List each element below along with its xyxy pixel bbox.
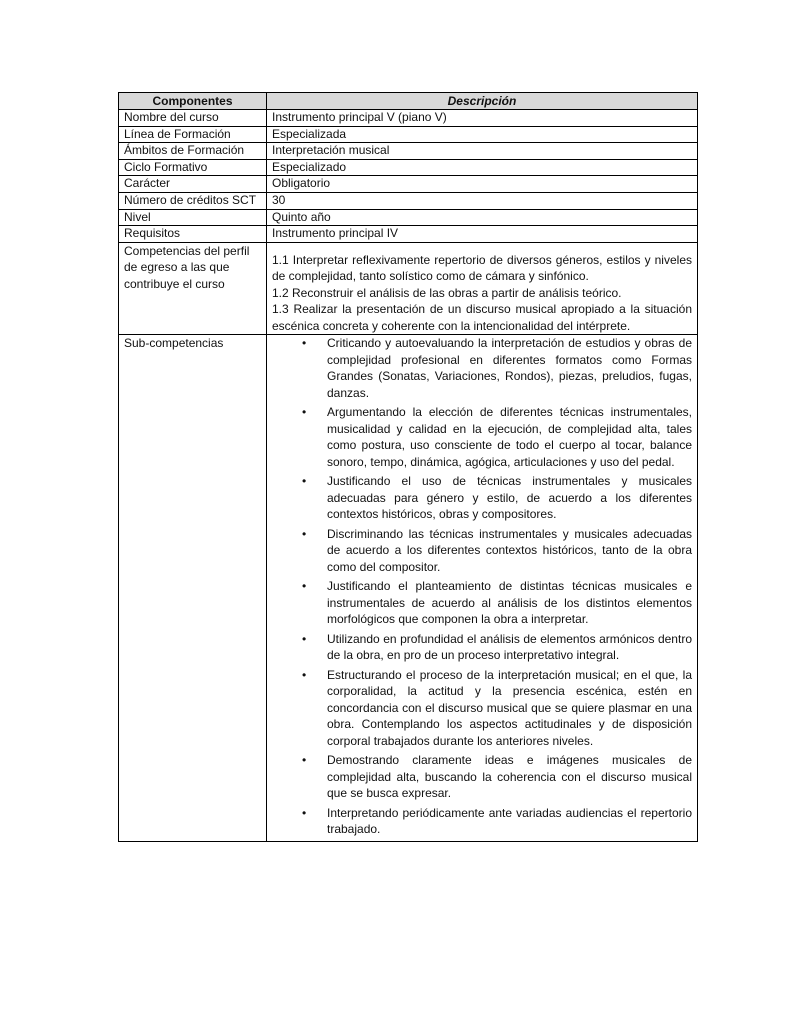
row-label: Línea de Formación: [119, 126, 267, 143]
bullet-icon: •: [302, 336, 307, 351]
course-component-table: [118, 92, 698, 842]
table-header-row: [119, 93, 698, 110]
list-item: • Demostrando claramente ideas e imágenes musicales de complejidad alta, buscando la coherencia con el discurso musical que se busca expresar.: [302, 753, 692, 801]
bullet-icon: •: [302, 753, 307, 768]
row-label: Nivel: [119, 209, 267, 226]
bullet-icon: •: [302, 579, 307, 594]
table-row: [119, 226, 698, 243]
table-row: [119, 209, 698, 226]
bullet-icon: •: [302, 631, 307, 646]
competencia-item: 1.3 Realizar la presentación de un discurso musical apropiado a la situación escénica concreta y coherente con la intencionalidad del intérprete.: [272, 302, 692, 333]
list-item: • Criticando y autoevaluando la interpretación de estudios y obras de complejidad profesional en diferentes formatos como Formas Grandes (Sonatas, Variaciones, Rondos), piezas, preludios, fugas, danzas.: [302, 336, 692, 400]
table-row: [119, 126, 698, 143]
row-label: Carácter: [119, 176, 267, 193]
subcompetencias-label: Sub-competencias: [119, 335, 267, 842]
bullet-icon: •: [302, 805, 307, 820]
competencias-list: [267, 242, 698, 335]
row-label: Requisitos: [119, 226, 267, 243]
subcompetencias-cell: [267, 335, 698, 842]
row-value: 30: [267, 192, 698, 209]
row-value: Quinto año: [267, 209, 698, 226]
competencias-label: Competencias del perfil de egreso a las que contribuye el curso: [119, 242, 267, 335]
row-value: Instrumento principal IV: [267, 226, 698, 243]
row-value: Especializada: [267, 126, 698, 143]
table-row: [119, 110, 698, 127]
header-componentes: Componentes: [119, 93, 267, 110]
row-value: Obligatorio: [267, 176, 698, 193]
header-descripcion: Descripción: [267, 93, 698, 110]
subcompetencias-list: [272, 335, 692, 841]
bullet-icon: •: [302, 667, 307, 682]
table-row: [119, 192, 698, 209]
row-label: Nombre del curso: [119, 110, 267, 127]
table-row: [119, 159, 698, 176]
list-item: • Argumentando la elección de diferentes técnicas instrumentales, musicalidad y calidad en la ejecución, de complejidad alta, tales como postura, uso consciente de todo el cuerpo al tocar, balance sonoro, tempo, dinámica, agógica, articulaciones y uso del pedal.: [302, 405, 692, 469]
row-label: Ciclo Formativo: [119, 159, 267, 176]
competencia-item: 1.2 Reconstruir el análisis de las obras a partir de análisis teórico.: [272, 285, 622, 300]
row-value: Interpretación musical: [267, 143, 698, 160]
bullet-icon: •: [302, 526, 307, 541]
list-item: • Justificando el planteamiento de distintas técnicas musicales e instrumentales de acuerdo al análisis de los distintos elementos morfológicos que componen la obra a interpretar.: [302, 579, 692, 627]
bullet-icon: •: [302, 405, 307, 420]
list-item: • Discriminando las técnicas instrumentales y musicales adecuadas de acuerdo a los diferentes contextos históricos, tanto de la obra como del compositor.: [302, 526, 692, 574]
list-item: • Utilizando en profundidad el análisis de elementos armónicos dentro de la obra, en pro de un proceso interpretativo integral.: [302, 631, 692, 663]
row-label: Ámbitos de Formación: [119, 143, 267, 160]
bullet-icon: •: [302, 474, 307, 489]
table-row: [119, 143, 698, 160]
competencias-row: [119, 242, 698, 335]
row-label: Número de créditos SCT: [119, 192, 267, 209]
row-value: Especializado: [267, 159, 698, 176]
competencia-item: 1.1 Interpretar reflexivamente repertorio de diversos géneros, estilos y niveles de complejidad, tanto solístico como de cámara y sinfónico.: [272, 252, 692, 284]
table-row: [119, 176, 698, 193]
row-value: Instrumento principal V (piano V): [267, 110, 698, 127]
subcompetencias-row: [119, 335, 698, 842]
list-item: • Interpretando periódicamente ante variadas audiencias el repertorio trabajado.: [302, 805, 692, 837]
list-item: • Justificando el uso de técnicas instrumentales y musicales adecuadas para género y estilo, de acuerdo a los diferentes contextos históricos, obras y compositores.: [302, 474, 692, 522]
list-item: • Estructurando el proceso de la interpretación musical; en el que, la corporalidad, la actitud y la presencia escénica, estén en concordancia con el discurso musical que se quiere plasmar en una obra. Contemplando los aspectos actitudinales y de disposición corporal trabajados durante los anteriores niveles.: [302, 667, 692, 748]
